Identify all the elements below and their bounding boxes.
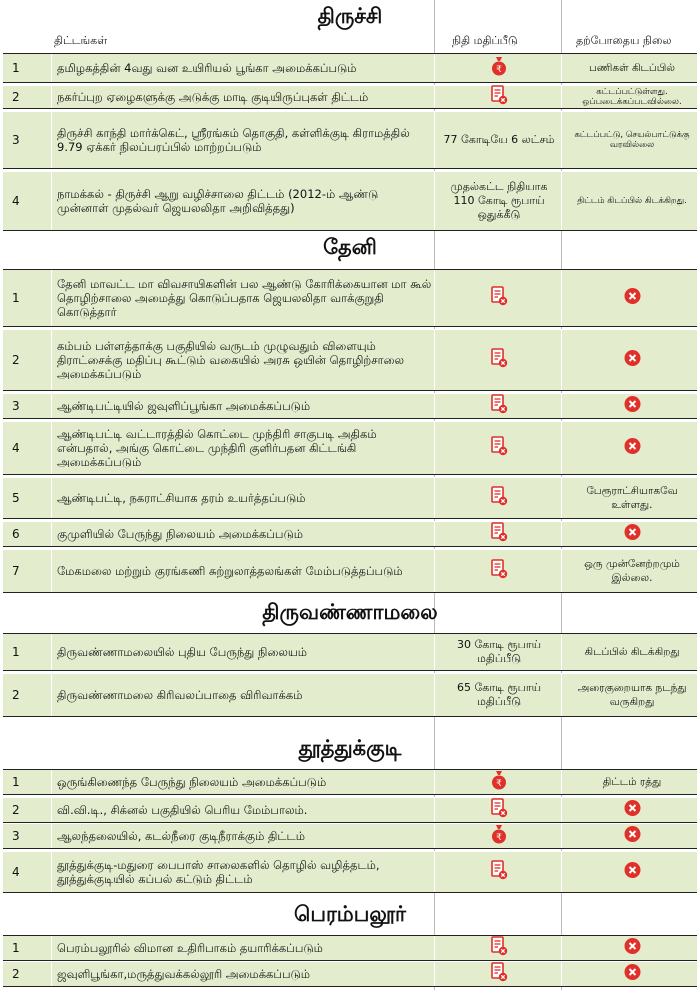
table-row [3, 171, 697, 231]
row-number: 2 [12, 90, 20, 104]
row-number: 2 [12, 688, 20, 702]
cross-icon [569, 964, 695, 985]
table-row [3, 393, 697, 419]
project-description: நகர்ப்புற ஏழைகளுக்கு அடுக்கு மாடி குடியிருப்புகள் திட்டம் [57, 90, 369, 104]
table-row [3, 111, 697, 169]
money-bag-icon [440, 824, 558, 848]
fund-estimate: முதல்கட்ட நிதியாக 110 கோடி ரூபாய் ஒதுக்கீடு [450, 180, 548, 221]
row-number: 4 [12, 441, 20, 455]
row-number: 3 [12, 399, 20, 413]
project-description: நாமக்கல் - திருச்சி ஆறு வழிச்சாலை திட்டம் (2012-ம் ஆண்டு முன்னாள் முதல்வர் ஜெயலலிதா அறிவித்தது) [57, 187, 379, 215]
current-status: கட்டப்பட்டு, செயல்பாட்டுக்கு வரவில்லை [574, 130, 690, 150]
project-description: திருவண்ணாமலையில் புதிய பேருந்து நிலையம் [57, 645, 307, 659]
table-row [3, 549, 697, 593]
document-cross-icon [440, 798, 558, 822]
row-number: 1 [12, 941, 20, 955]
table-row [3, 329, 697, 391]
current-status: பேரூராட்சியாகவே உள்ளது. [586, 485, 678, 511]
region-title: திருவண்ணாமலை [262, 600, 438, 624]
fund-estimate: 30 கோடி ரூபாய் மதிப்பீடு [456, 638, 541, 665]
current-status: ஒரு முன்னேற்றமும் இல்லை. [584, 558, 680, 584]
cross-icon [569, 862, 695, 883]
document-cross-icon [440, 962, 558, 986]
table-row [3, 797, 697, 823]
document-cross-icon [440, 348, 558, 372]
table-row [3, 633, 697, 671]
row-number: 1 [12, 61, 20, 75]
document-cross-icon [440, 85, 558, 109]
cross-icon [569, 938, 695, 959]
project-description: ஆண்டிபட்டி வட்டாரத்தில் கொட்டை முந்திரி சாகுபடி அதிகம் என்பதால், அங்கு கொட்டை முந்திரி குளிர்பதன கிட்டங்கி அமைக்கப்படும் [57, 427, 377, 469]
row-number: 1 [12, 775, 20, 789]
project-description: ஒருங்கிணைந்த பேருந்து நிலையம் அமைக்கப்படும் [57, 775, 327, 789]
document-cross-icon [440, 286, 558, 310]
row-number: 2 [12, 803, 20, 817]
table-row [3, 935, 697, 961]
region-title: தூத்துக்குடி [298, 736, 402, 760]
document-cross-icon [440, 486, 558, 510]
row-number: 5 [12, 491, 20, 505]
column-header-projects: திட்டங்கள் [54, 34, 108, 47]
project-description: ஆண்டிபட்டியில் ஜவுளிப்பூங்கா அமைக்கப்படும் [57, 399, 311, 413]
cross-icon [569, 524, 695, 545]
project-description: திருவண்ணாமலை கிரிவலப்பாதை விரிவாக்கம் [57, 688, 303, 702]
region-title: திருச்சி [317, 4, 383, 28]
project-description: ஆலந்தலையில், கடல்நீரை குடிநீராக்கும் திட்டம் [57, 829, 305, 843]
cross-icon [569, 288, 695, 309]
cross-icon [569, 438, 695, 459]
row-number: 3 [12, 133, 20, 147]
table-row [3, 851, 697, 893]
region-title: தேனி [323, 235, 377, 259]
money-bag-icon [440, 770, 558, 794]
cross-icon [569, 396, 695, 417]
row-number: 2 [12, 353, 20, 367]
project-description: தூத்துக்குடி-மதுரை பைபாஸ் சாலைகளில் தொழில் வழித்தடம், தூத்துக்குடியில் கப்பல் கட்டும் திட்டம் [57, 858, 380, 886]
table-row [3, 823, 697, 849]
row-number: 1 [12, 645, 20, 659]
column-header-fund: நிதி மதிப்பீடு [452, 34, 518, 47]
current-status: பணிகள் கிடப்பில் [588, 62, 676, 74]
project-description: ஆண்டிபட்டி, நகராட்சியாக தரம் உயர்த்தப்படும் [57, 491, 306, 505]
current-status: திட்டம் ரத்து [602, 776, 662, 788]
money-bag-icon [440, 56, 558, 80]
row-number: 4 [12, 865, 20, 879]
project-description: மேகமலை மற்றும் குரங்கணி சுற்றுலாத்தலங்கள் மேம்படுத்தப்படும் [57, 564, 403, 578]
column-header-status: தற்போதைய நிலை [576, 34, 672, 47]
table-row [3, 85, 697, 109]
document-cross-icon [440, 936, 558, 960]
document-cross-icon [440, 394, 558, 418]
document-cross-icon [440, 436, 558, 460]
project-description: தேனி மாவட்ட மா விவசாயிகளின் பல ஆண்டு கோரிக்கையான மா கூல் தொழிற்சாலை அமைத்து கொடுப்பதாக ஜெயலலிதா வாக்குறுதி கொடுத்தார் [57, 277, 432, 319]
cross-icon [569, 350, 695, 371]
table-row [3, 521, 697, 547]
table-row [3, 673, 697, 717]
svg-text:₹: ₹ [496, 65, 502, 75]
document-cross-icon [440, 522, 558, 546]
table-row [3, 961, 697, 987]
svg-text:₹: ₹ [496, 779, 502, 789]
row-number: 3 [12, 829, 20, 843]
row-number: 7 [12, 564, 20, 578]
row-number: 6 [12, 527, 20, 541]
fund-estimate: 65 கோடி ரூபாய் மதிப்பீடு [456, 681, 541, 708]
project-description: ஜவுளிபூங்கா,மருத்துவக்கல்லூரி அமைக்கப்படும் [57, 967, 311, 981]
table-row [3, 53, 697, 83]
fund-estimate: 77 கோடியே 6 லட்சம் [443, 133, 555, 146]
svg-text:₹: ₹ [496, 833, 502, 843]
region-title: பெரம்பலூர் [293, 902, 406, 926]
row-number: 2 [12, 967, 20, 981]
project-description: குமுளியில் பேருந்து நிலையம் அமைக்கப்படும் [57, 527, 304, 541]
current-status: கட்டப்பட்டுள்ளது. ஒப்படைக்கப்படவில்லை. [582, 87, 682, 107]
document-cross-icon [440, 559, 558, 583]
table-row [3, 769, 697, 795]
project-description: பெரம்பலூரில் விமான உதிரிபாகம் தயாரிக்கப்படும் [57, 941, 323, 955]
project-description: கம்பம் பள்ளத்தாக்கு பகுதியில் வருடம் முழுவதும் விளையும் திராட்சைக்கு மதிப்பு கூட்டும் வகையில் அரசு ஒயின் தொழிற்சாலை அமைக்கப்படும் [57, 339, 405, 381]
cross-icon [569, 826, 695, 847]
project-description: வி.வி.டி., சிக்னல் பகுதியில் பெரிய மேம்பாலம். [57, 803, 308, 817]
table-row [3, 269, 697, 327]
cross-icon [569, 800, 695, 821]
current-status: திட்டம் கிடப்பில் கிடக்கிறது. [577, 196, 687, 206]
document-cross-icon [440, 860, 558, 884]
current-status: கிடப்பில் கிடக்கிறது [584, 646, 680, 658]
project-description: தமிழகத்தின் 4வது வன உயிரியல் பூங்கா அமைக்கப்படும் [57, 61, 357, 75]
row-number: 4 [12, 194, 20, 208]
table-row [3, 421, 697, 475]
table-row [3, 477, 697, 519]
row-number: 1 [12, 291, 20, 305]
project-description: திருச்சி காந்தி மார்க்கெட், ஸ்ரீரங்கம் தொகுதி, கள்ளிக்குடி கிராமத்தில் 9.79 ஏக்கர் நிலப்பரப்பில் மாற்றப்படும் [57, 126, 410, 154]
current-status: அரைகுறையாக நடந்து வருகிறது [577, 682, 687, 708]
